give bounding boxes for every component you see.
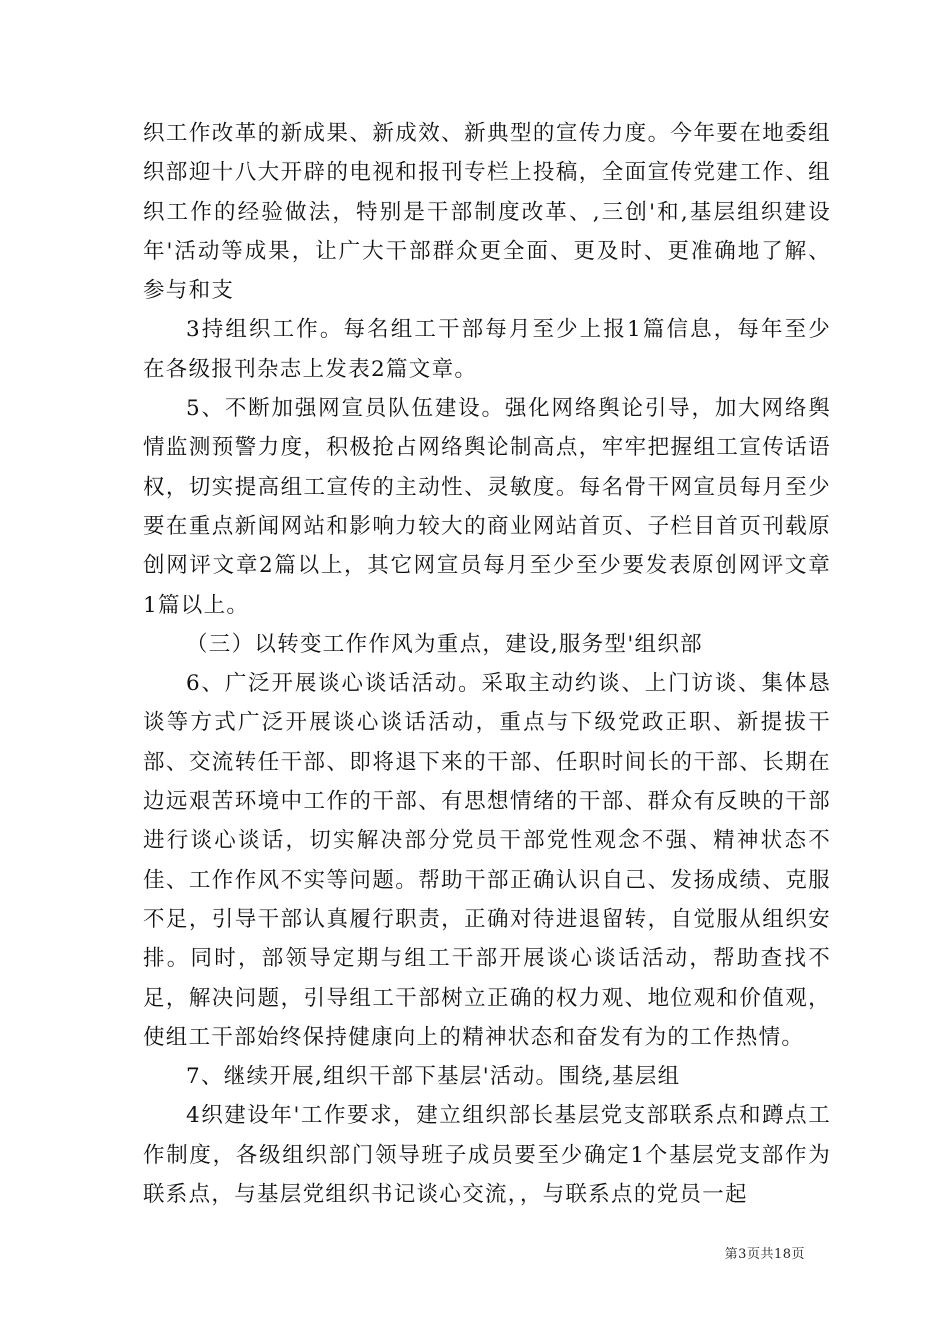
paragraph-3: 3持组织工作。每名组工干部每月至少上报1篇信息，每年至少在各级报刊杂志上发表2篇文章。 [143,317,831,382]
paragraph-continuation: 织工作改革的新成果、新成效、新典型的宣传力度。今年要在地委组织部迎十八大开辟的电视和报刊专栏上投稿，全面宣传党建工作、组织工作的经验做法，特别是干部制度改革、,三创'和,基层组织建设年'活动等成果，让广大干部群众更全面、更及时、更准确地了解、参与和支 [143,121,831,304]
page-number-footer: 第3页共18页 [724,1247,805,1262]
section-heading-3: （三）以转变工作作风为重点，建设,服务型'组织部 [186,631,703,657]
paragraph-5: 5、不断加强网宣员队伍建设。强化网络舆论引导，加大网络舆情监测预警力度，积极抢占网络舆论制高点，牢牢把握组工宣传话语权，切实提高组工宣传的主动性、灵敏度。每名骨干网宣员每月至少要在重点新闻网站和影响力较大的商业网站首页、子栏目首页刊载原创网评文章2篇以上，其它网宣员每月至少至少要发表原创网评文章1篇以上。 [143,396,831,618]
paragraph-7: 7、继续开展,组织干部下基层'活动。围绕,基层组 [186,1064,681,1090]
body-text [143,114,831,1214]
paragraph-6: 6、广泛开展谈心谈话活动。采取主动约谈、上门访谈、集体恳谈等方式广泛开展谈心谈话活动，重点与下级党政正职、新提拔干部、交流转任干部、即将退下来的干部、任职时间长的干部、长期在边远艰苦环境中工作的干部、有思想情绪的干部、群众有反映的干部进行谈心谈话，切实解决部分党员干部党性观念不强、精神状态不佳、工作作风不实等问题。帮助干部正确认识自己、发扬成绩、克服不足，引导干部认真履行职责，正确对待进退留转，自觉服从组织安排。同时，部领导定期与组工干部开展谈心谈话活动，帮助查找不足，解决问题，引导组工干部树立正确的权力观、地位观和价值观，使组工干部始终保持健康向上的精神状态和奋发有为的工作热情。 [143,671,831,1050]
paragraph-4: 4织建设年'工作要求，建立组织部长基层党支部联系点和蹲点工作制度，各级组织部门领导班子成员要至少确定1个基层党支部作为联系点，与基层党组织书记谈心交流，，与联系点的党员一起 [143,1103,831,1208]
